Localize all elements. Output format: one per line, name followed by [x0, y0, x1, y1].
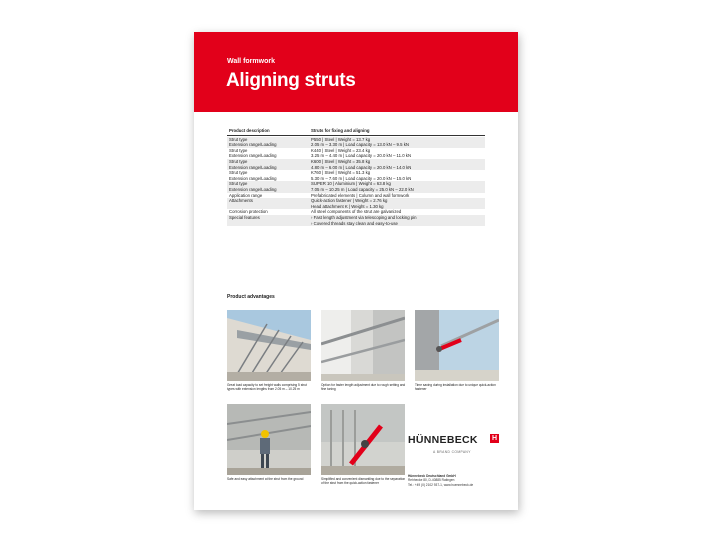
spec-table — [227, 128, 485, 226]
spec-row-value: 2.05 m – 3.30 m | Load capacity = 13.0 kN – 9.5 kN — [311, 142, 409, 148]
spec-row-value: › Covered threads stay clean and easy-to-use — [311, 220, 398, 226]
spec-row-label: Strut type — [229, 158, 248, 164]
spec-row-value: K440 | Steel | Weight = 23.4 kg — [311, 147, 371, 153]
spec-row-value: K760 | Steel | Weight = 51.3 kg — [311, 170, 371, 176]
spec-row-value: P550 | Steel | Weight = 13.7 kg — [311, 136, 371, 142]
header-band — [194, 32, 518, 112]
spec-row-label: Extension range/Loading — [229, 153, 277, 159]
spec-row-label: Strut type — [229, 136, 248, 142]
company-name: Hünnebeck Deutschland GmbH — [408, 474, 456, 478]
caption-2: Option for faster length adjustment due to rough setting and fine tuning — [321, 383, 406, 392]
spec-row-label: Extension range/Loading — [229, 175, 277, 181]
spec-header-col2: Struts for fixing and aligning — [311, 128, 370, 133]
spec-row — [227, 221, 485, 227]
photo-wall-struts — [227, 310, 311, 381]
document-page — [194, 32, 518, 510]
spec-row-label: Special features — [229, 214, 260, 220]
spec-row-label: Strut type — [229, 147, 248, 153]
spec-row-label: Strut type — [229, 170, 248, 176]
brand-logo-text: HÜNNEBECK — [408, 434, 478, 446]
page-title: Aligning struts — [226, 70, 356, 91]
spec-row-label: Application range — [229, 192, 263, 198]
company-street: Rehhecke 80, D-40885 Ratingen — [408, 478, 455, 483]
company-contact: Tel.: +49 (0) 2102 937-1, www.huennebeck.de — [408, 482, 474, 487]
spec-row-value: 4.80 m – 6.00 m | Load capacity = 20.0 kN – 14.0 kN — [311, 164, 412, 170]
spec-row-label: Extension range/Loading — [229, 142, 277, 148]
photo-quick-action-fastener — [415, 310, 499, 381]
photo-dismantling — [321, 404, 405, 475]
spec-table-header — [227, 128, 485, 136]
spec-row-label: Strut type — [229, 181, 248, 187]
spec-row-value: 5.30 m – 7.60 m | Load capacity = 20.0 kN – 15.0 kN — [311, 175, 412, 181]
spec-row-value: Head attachment K | Weight = 1.30 kg — [311, 203, 384, 209]
spec-row-label: Attachments — [229, 198, 253, 204]
caption-1: Great load capacity to set freight walls comprising 5 strut types with extension lengths from 2.05 m – 10.25 m — [227, 383, 307, 392]
brand-logo-mark: H — [491, 435, 498, 442]
brand-subline: A BRAND COMPANY — [433, 450, 471, 454]
spec-row-value: All steel components of the strut are galvanized — [311, 209, 402, 215]
spec-row-value: Prefabricated elements | Column and wall formwork — [311, 192, 410, 198]
caption-3: Time saving during installation due to unique quick-action fastener — [415, 383, 496, 392]
spec-row-value: 7.05 m – 10.25 m | Load capacity = 25.0 kN – 22.0 kN — [311, 186, 414, 192]
spec-row-label — [229, 221, 311, 227]
caption-4: Safe and easy attachment at the strut from the ground — [227, 477, 304, 481]
spec-row-label: Extension range/Loading — [229, 164, 277, 170]
spec-row-value: SUPER 10 | Aluminium | Weight = 63.8 kg — [311, 181, 391, 187]
photo-ground-attachment — [227, 404, 311, 475]
section-kicker: Wall formwork — [227, 58, 275, 65]
spec-row-value: K600 | Steel | Weight = 35.8 kg — [311, 158, 371, 164]
spec-row-label: Extension range/Loading — [229, 186, 277, 192]
photo-strut-adjustment — [321, 310, 405, 381]
advantages-heading: Product advantages — [227, 294, 275, 300]
caption-5: Simplified and convenient dismantling due to the separation of the strut from the quick-action fastener — [321, 477, 406, 486]
company-address — [408, 474, 473, 487]
spec-header-col1: Product description — [229, 128, 270, 133]
spec-row-label: Corrosion protection — [229, 209, 268, 215]
spec-row-value: Quick-action fastener | Weight = 2.76 kg — [311, 198, 388, 204]
spec-row-value: 3.25 m – 4.40 m | Load capacity = 20.0 kN – 11.0 kN — [311, 153, 412, 159]
spec-row-value: › Fast length adjustment via telescoping and locking pin — [311, 214, 417, 220]
